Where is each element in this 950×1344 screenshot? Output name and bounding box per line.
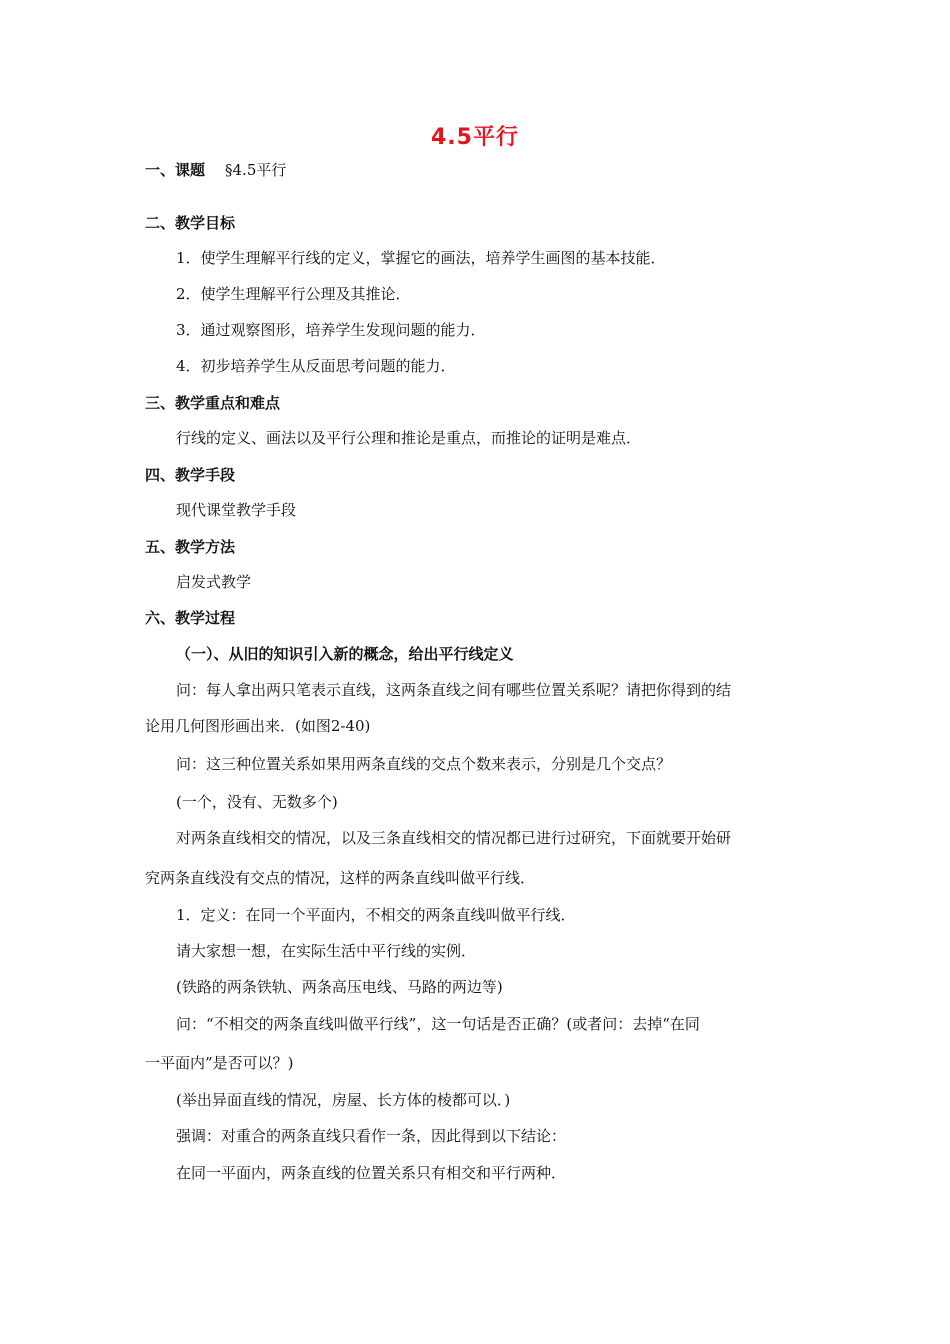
section-keypoints-text: 行线的定义、画法以及平行公理和推论是重点，而推论的证明是难点． [176, 429, 642, 447]
section-method-heading: 五、教学方法 [145, 538, 236, 556]
process-line: 问：“不相交的两条直线叫做平行线”，这一句话是否正确？(或者问：去掉“在同 [176, 1015, 700, 1033]
process-line: 问：每人拿出两只笔表示直线，这两条直线之间有哪些位置关系呢？请把你得到的结 [176, 681, 732, 699]
process-line: 1．定义：在同一个平面内，不相交的两条直线叫做平行线． [176, 906, 576, 924]
section-process-subheading: （一）、从旧的知识引入新的概念，给出平行线定义 [176, 645, 514, 663]
section-process-heading: 六、教学过程 [145, 609, 236, 627]
process-line: (一个，没有、无数多个) [176, 793, 338, 811]
section-topic-heading: 一、课题 [145, 161, 206, 179]
objective-item: 3．通过观察图形，培养学生发现问题的能力． [176, 321, 486, 339]
section-method-text: 启发式教学 [176, 573, 252, 591]
process-line: 强调：对重合的两条直线只看作一条，因此得到以下结论： [176, 1127, 567, 1145]
section-keypoints-heading: 三、教学重点和难点 [145, 394, 281, 412]
process-line: 请大家想一想，在实际生活中平行线的实例． [176, 942, 477, 960]
process-line: (铁路的两条铁轨、两条高压电线、马路的两边等) [176, 978, 503, 996]
section-means-text: 现代课堂教学手段 [176, 501, 297, 519]
process-line: 对两条直线相交的情况，以及三条直线相交的情况都已进行过研究，下面就要开始研 [176, 829, 732, 847]
objective-item: 2．使学生理解平行公理及其推论． [176, 285, 411, 303]
section-topic-value: §4.5平行 [225, 161, 287, 179]
objective-item: 1．使学生理解平行线的定义，掌握它的画法，培养学生画图的基本技能． [176, 249, 666, 267]
section-objectives-heading: 二、教学目标 [145, 214, 236, 232]
process-line: 一平面内”是否可以？) [145, 1054, 294, 1072]
process-line: (举出异面直线的情况，房屋、长方体的棱都可以．) [176, 1091, 511, 1109]
process-line: 论用几何图形画出来．(如图2-40) [145, 717, 371, 735]
objective-item: 4．初步培养学生从反面思考问题的能力． [176, 357, 456, 375]
process-line: 究两条直线没有交点的情况，这样的两条直线叫做平行线． [145, 869, 536, 887]
process-line: 问：这三种位置关系如果用两条直线的交点个数来表示，分别是几个交点？ [176, 755, 672, 773]
section-topic [145, 160, 286, 180]
document-title: 4.5平行 [431, 125, 519, 150]
process-line: 在同一平面内，两条直线的位置关系只有相交和平行两种． [176, 1164, 567, 1182]
section-means-heading: 四、教学手段 [145, 466, 236, 484]
